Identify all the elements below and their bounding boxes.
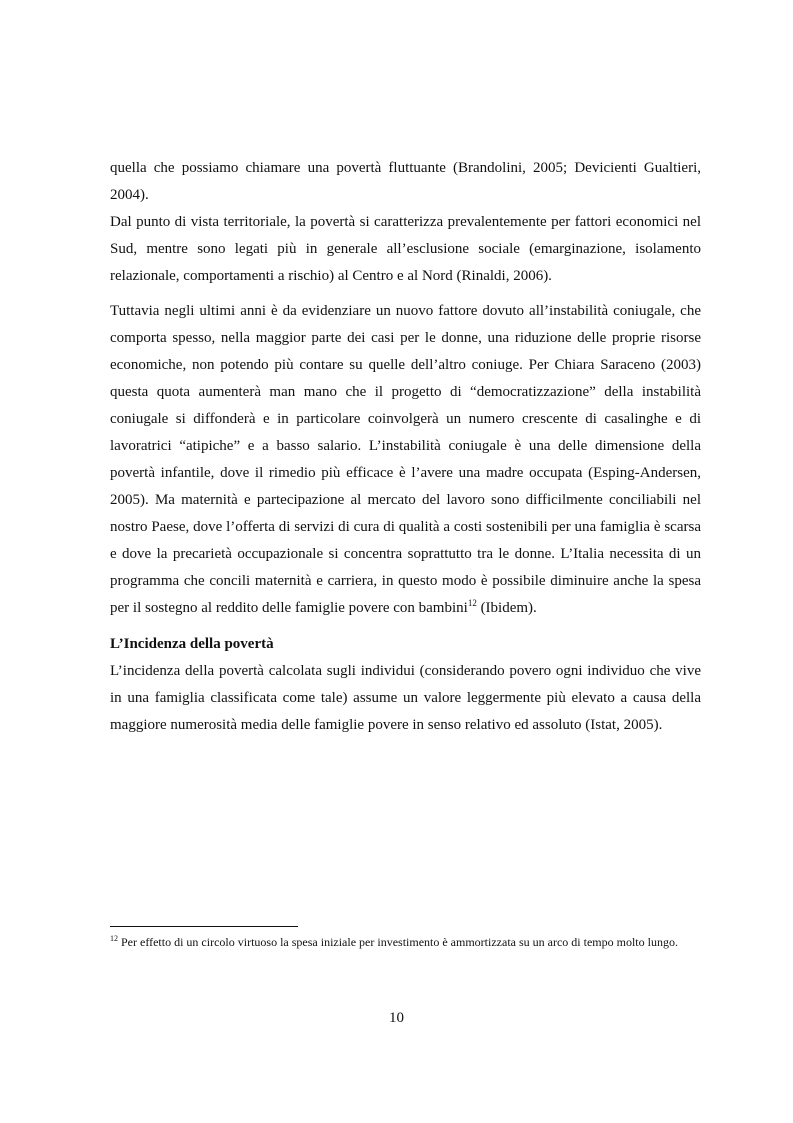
footnote-reference[interactable]: 12 bbox=[467, 598, 477, 608]
paragraph-territorial: Dal punto di vista territoriale, la povertà si caratterizza prevalentemente per fattori economici nel Sud, mentre sono legati più in generale all’esclusione sociale (emarginazione, isolamento relazionale, comportamenti a rischio) al Centro e al Nord (Rinaldi, 2006). bbox=[110, 214, 701, 284]
paragraph-continuation: quella che possiamo chiamare una povertà fluttuante (Brandolini, 2005; Devicienti Gualtieri, 2004). bbox=[110, 160, 701, 203]
footnote-text: Per effetto di un circolo virtuoso la spesa iniziale per investimento è ammortizzata su un arco di tempo molto lungo. bbox=[118, 935, 678, 949]
paragraph-marital-instability-tail: (Ibidem). bbox=[476, 600, 537, 616]
paragraph-incidence: L’incidenza della povertà calcolata sugli individui (considerando povero ogni individuo che vive in una famiglia classificata come tale) assume un valore leggermente più elevato a causa della maggiore numerosità media delle famiglie povere in senso relativo ed assoluto (Istat, 2005). bbox=[110, 663, 701, 733]
paragraph-marital-instability bbox=[110, 298, 701, 622]
page-number: 10 bbox=[389, 1010, 404, 1026]
paragraph-marital-instability-text: Tuttavia negli ultimi anni è da evidenziare un nuovo fattore dovuto all’instabilità coniugale, che comporta spesso, nella maggior parte dei casi per le donne, una riduzione delle proprie risorse economiche, non potendo più contare su quelle dell’altro coniuge. Per Chiara Saraceno (2003) questa quota aumenterà man mano che il progetto di “democratizzazione” della instabilità coniugale si diffonderà e in particolare coinvolgerà un numero crescente di casalinghe e di lavoratrici “atipiche” e a basso salario. L’instabilità coniugale è una delle dimensione della povertà infantile, dove il rimedio più efficace è l’avere una madre occupata (Esping-Andersen, 2005). Ma maternità e partecipazione al mercato del lavoro sono difficilmente conciliabili nel nostro Paese, dove l’offerta di servizi di cura di qualità a costi sostenibili per una famiglia è scarsa e dove la precarietà occupazionale si concentra soprattutto tra le donne. L’Italia necessita di un programma che concili maternità e carriera, in questo modo è possibile diminuire anche la spesa per il sostegno al reddito delle famiglie povere con bambini bbox=[110, 303, 701, 616]
footnote-marker: 12 bbox=[110, 934, 118, 943]
footnote-divider bbox=[110, 926, 298, 927]
section-heading: L’Incidenza della povertà bbox=[110, 636, 274, 652]
footnote bbox=[110, 934, 701, 951]
main-text bbox=[110, 155, 701, 739]
